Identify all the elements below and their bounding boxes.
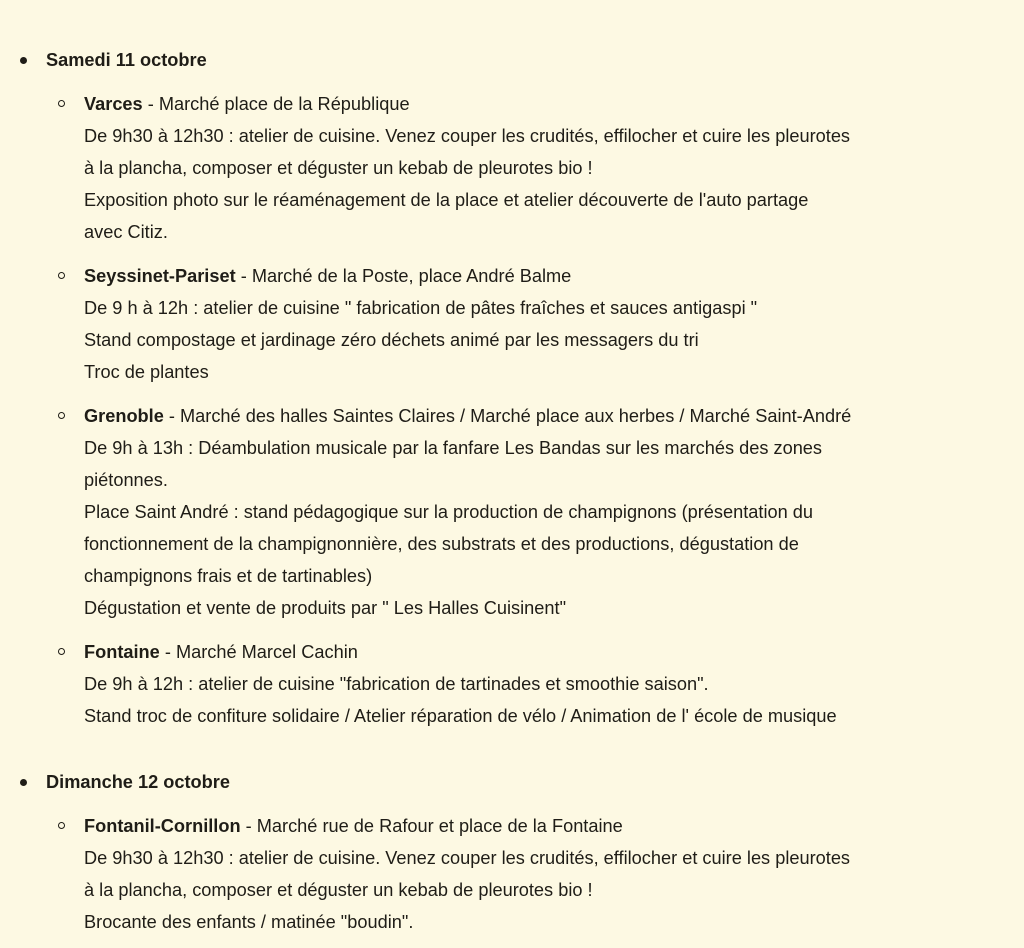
event-item-seyssinet-pariset [46, 260, 1024, 388]
event-detail-line: De 9h30 à 12h30 : atelier de cuisine. Venez couper les crudités, effilocher et cuire les pleurotes [84, 126, 851, 146]
event-detail-line: piétonnes. [84, 470, 168, 490]
bullet-circle-icon [58, 648, 65, 655]
event-details [84, 120, 1024, 248]
event-heading [84, 810, 1024, 842]
event-item-grenoble [46, 400, 1024, 624]
event-detail-line: champignons frais et de tartinables) [84, 566, 373, 586]
event-town: Grenoble [84, 406, 164, 426]
bullet-circle-icon [58, 100, 65, 107]
event-details [84, 842, 1024, 938]
events-list [46, 810, 1024, 938]
event-heading [84, 400, 1024, 432]
bullet-disc-icon [20, 779, 27, 786]
event-detail-line: De 9h à 13h : Déambulation musicale par la fanfare Les Bandas sur les marchés des zones [84, 438, 823, 458]
event-details [84, 292, 1024, 388]
event-heading [84, 636, 1024, 668]
event-detail-line: Stand troc de confiture solidaire / Atelier réparation de vélo / Animation de l' école de musique [84, 706, 837, 726]
event-detail-line: Exposition photo sur le réaménagement de la place et atelier découverte de l'auto partage [84, 190, 809, 210]
event-place: - Marché rue de Rafour et place de la Fontaine [240, 816, 623, 836]
event-place: - Marché Marcel Cachin [159, 642, 358, 662]
bullet-disc-icon [20, 57, 27, 64]
event-heading [84, 88, 1024, 120]
event-detail-line: à la plancha, composer et déguster un kebab de pleurotes bio ! [84, 880, 593, 900]
event-detail-line: Troc de plantes [84, 362, 209, 382]
event-town: Seyssinet-Pariset [84, 266, 236, 286]
event-item-varces [46, 88, 1024, 248]
event-detail-line: Brocante des enfants / matinée "boudin". [84, 912, 414, 932]
event-detail-line: à la plancha, composer et déguster un kebab de pleurotes bio ! [84, 158, 593, 178]
event-detail-line: De 9 h à 12h : atelier de cuisine " fabrication de pâtes fraîches et sauces antigaspi " [84, 298, 758, 318]
event-town: Varces [84, 94, 143, 114]
event-town: Fontanil-Cornillon [84, 816, 241, 836]
event-detail-line: De 9h à 12h : atelier de cuisine "fabrication de tartinades et smoothie saison". [84, 674, 709, 694]
bullet-circle-icon [58, 412, 65, 419]
event-detail-line: De 9h30 à 12h30 : atelier de cuisine. Venez couper les crudités, effilocher et cuire les pleurotes [84, 848, 851, 868]
event-heading [84, 260, 1024, 292]
event-detail-line: Dégustation et vente de produits par " Les Halles Cuisinent" [84, 598, 567, 618]
events-list [46, 88, 1024, 732]
event-detail-line: Place Saint André : stand pédagogique sur la production de champignons (présentation du [84, 502, 814, 522]
event-place: - Marché de la Poste, place André Balme [235, 266, 572, 286]
event-place: - Marché place de la République [142, 94, 410, 114]
day-title: Dimanche 12 octobre [46, 772, 230, 792]
event-details [84, 668, 1024, 732]
event-detail-line: avec Citiz. [84, 222, 168, 242]
bullet-circle-icon [58, 272, 65, 279]
day-item-dimanche [0, 732, 1024, 938]
event-detail-line: Stand compostage et jardinage zéro déchets animé par les messagers du tri [84, 330, 699, 350]
bullet-circle-icon [58, 822, 65, 829]
event-details [84, 432, 1024, 624]
event-detail-line: fonctionnement de la champignonnière, des substrats et des productions, dégustation de [84, 534, 799, 554]
event-item-fontaine [46, 636, 1024, 732]
event-town: Fontaine [84, 642, 160, 662]
event-item-fontanil-cornillon [46, 810, 1024, 938]
event-place: - Marché des halles Saintes Claires / Marché place aux herbes / Marché Saint-André [163, 406, 852, 426]
day-title: Samedi 11 octobre [46, 50, 207, 70]
